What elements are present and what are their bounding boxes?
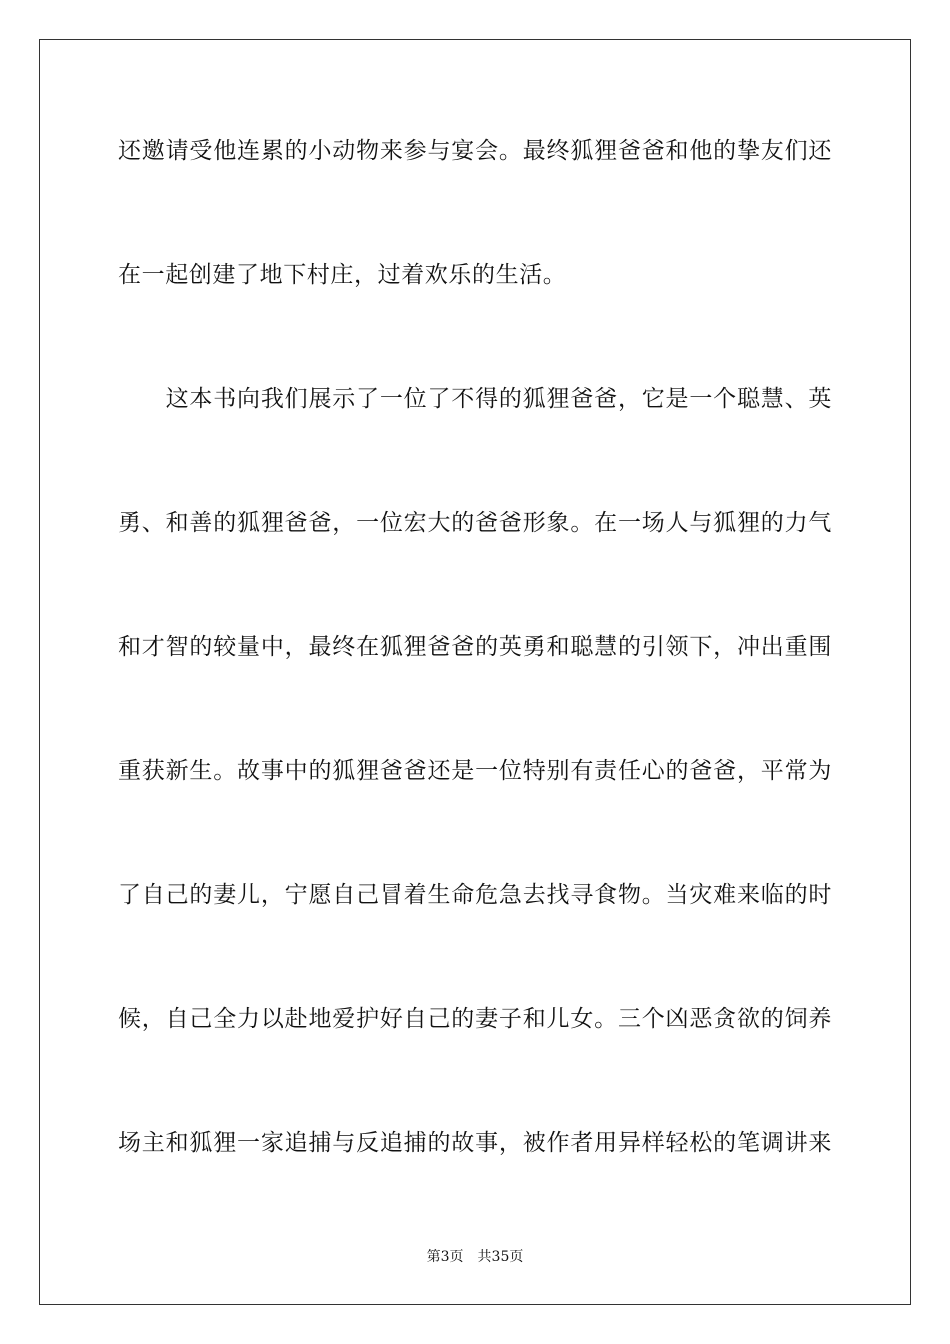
body-line-7: 了自己的妻儿，宁愿自己冒着生命危急去找寻食物。当灾难来临的时 [118,882,832,908]
body-line-1: 还邀请受他连累的小动物来参与宴会。最终狐狸爸爸和他的挚友们还 [118,138,832,164]
page-border [39,39,911,1305]
body-line-6: 重获新生。故事中的狐狸爸爸还是一位特别有责任心的爸爸，平常为 [118,758,832,784]
body-line-5: 和才智的较量中，最终在狐狸爸爸的英勇和聪慧的引领下，冲出重围 [118,634,832,660]
body-line-8: 候，自己全力以赴地爱护好自己的妻子和儿女。三个凶恶贪欲的饲养 [118,1006,832,1032]
page-footer [0,1248,950,1266]
body-line-2: 在一起创建了地下村庄，过着欢乐的生活。 [118,262,567,288]
body-line-3: 这本书向我们展示了一位了不得的狐狸爸爸，它是一个聪慧、英 [118,386,832,412]
page-total: 共35页 [477,1249,524,1265]
page-number: 第3页 [426,1249,464,1265]
body-line-9: 场主和狐狸一家追捕与反追捕的故事，被作者用异样轻松的笔调讲来 [118,1130,832,1156]
body-line-4: 勇、和善的狐狸爸爸，一位宏大的爸爸形象。在一场人与狐狸的力气 [118,510,832,536]
